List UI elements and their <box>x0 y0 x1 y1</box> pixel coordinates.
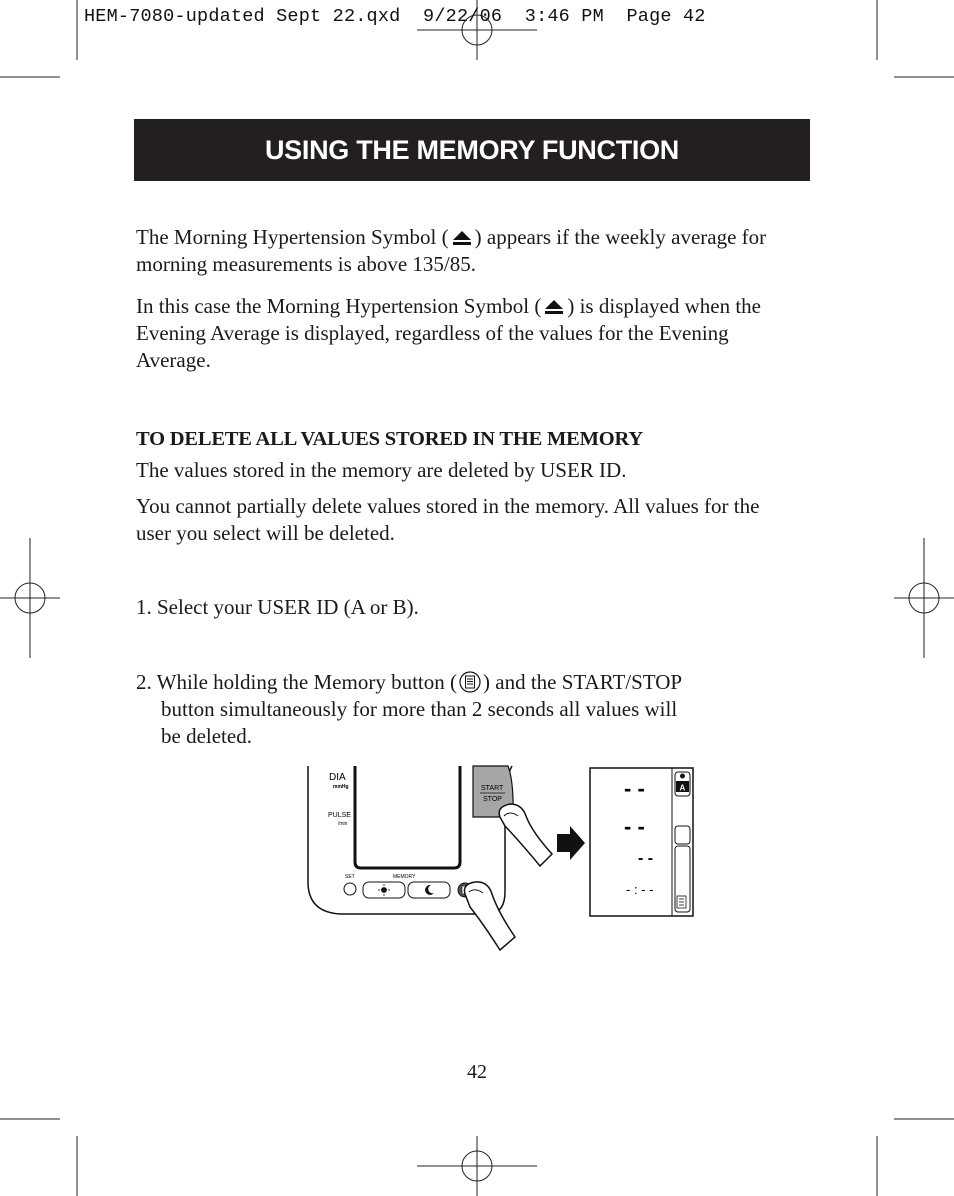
user-a-icon: A <box>679 783 686 793</box>
text: In this case the Morning Hypertension Symbol ( <box>136 294 542 318</box>
mmhg-label: mmHg <box>333 784 349 790</box>
per-min-label: /min <box>338 821 348 827</box>
readout-pulse: - - <box>638 850 654 867</box>
device-illustration <box>300 762 700 957</box>
morning-symbol-paragraph-2 <box>136 293 796 374</box>
step-2 <box>136 669 682 750</box>
morning-hypertension-icon <box>451 230 473 246</box>
text: button simultaneously for more than 2 seconds all values will <box>161 697 678 721</box>
set-button[interactable] <box>344 883 356 895</box>
pulse-label: PULSE <box>328 812 351 819</box>
text: The Morning Hypertension Symbol ( <box>136 225 449 249</box>
delete-paragraph-1: The values stored in the memory are deleted by USER ID. <box>136 458 627 482</box>
delete-section-heading: TO DELETE ALL VALUES STORED IN THE MEMORY <box>136 428 643 450</box>
memory-button-icon <box>459 671 481 693</box>
set-label: SET <box>345 874 355 880</box>
readout-time: - : - - <box>626 882 654 897</box>
stop-label: STOP <box>483 796 502 803</box>
file-slug-line: HEM-7080-updated Sept 22.qxd 9/22/06 3:46 PM Page 42 <box>84 6 706 27</box>
readout-sys: - - <box>624 776 645 801</box>
section-banner <box>134 119 810 181</box>
text: be deleted. <box>161 724 252 748</box>
text: 2. While holding the Memory button ( <box>136 670 457 694</box>
start-label: START <box>481 785 504 792</box>
evening-button[interactable] <box>408 882 450 898</box>
arrow-right-icon <box>557 826 585 860</box>
dia-label: DIA <box>329 772 346 783</box>
step-1: 1. Select your USER ID (A or B). <box>136 595 419 619</box>
delete-paragraph-2: You cannot partially delete values stored in the memory. All values for the user you select will be deleted. <box>136 494 760 545</box>
text: ) appears if the weekly average for morning measurements is above 135/85. <box>136 225 767 276</box>
page-title: USING THE MEMORY FUNCTION <box>264 134 679 165</box>
readout-dia: - - <box>624 814 645 839</box>
text: ) is displayed when the Evening Average is displayed, regardless of the values for the Evening Average. <box>136 294 761 372</box>
morning-hypertension-icon <box>543 299 565 315</box>
memory-label: MEMORY <box>393 874 416 880</box>
page-number: 42 <box>467 1061 487 1083</box>
morning-symbol-paragraph-1 <box>136 224 796 278</box>
text: ) and the START/STOP <box>483 670 683 694</box>
